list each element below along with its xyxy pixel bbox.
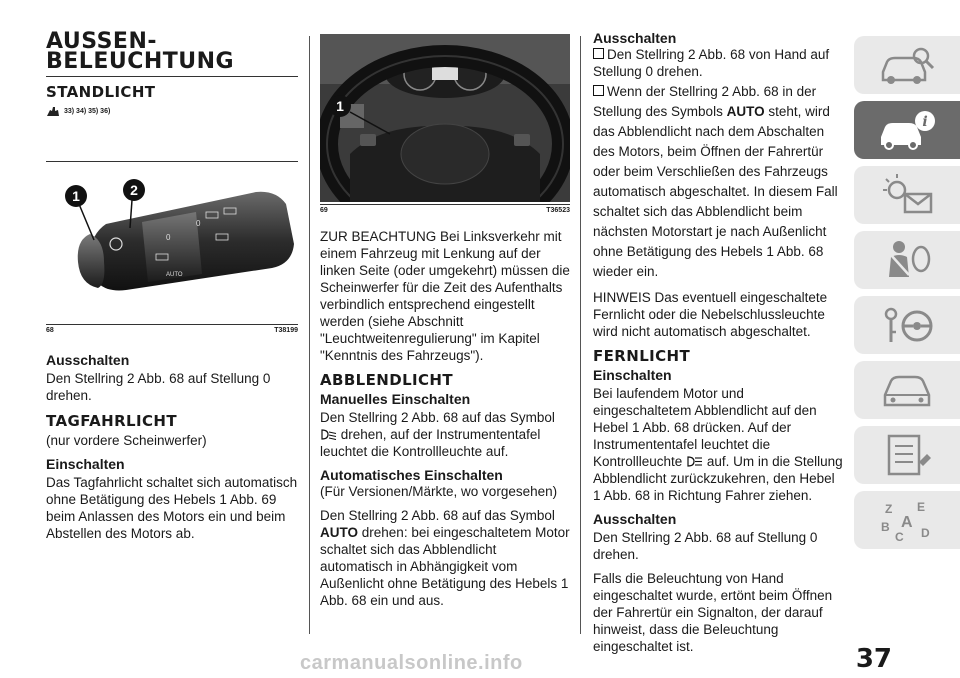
figure-68 [46,164,298,334]
tab-starting-driving[interactable] [854,296,960,354]
index-letters-icon [877,497,937,543]
tab-safety[interactable] [854,231,960,289]
tab-warning-lights[interactable] [854,166,960,224]
svg-text:i: i [922,114,928,130]
figure-68-caption [46,324,298,334]
figure-69 [320,34,570,214]
column-2 [320,0,570,616]
beachtung-text: ZUR BEACHTUNG Bei Linksverkehr mit einem Fahrzeug mit Lenkung auf der linken Seite (oder umgekehrt) müssen die Scheinwerfer für die Zeit des Aufenthalts verbindlich entsprechend eingestellt werden (siehe Abschnitt "Leuchtweitenregulierung" im Kapitel "Kenntnis des Fahrzeugs"). [320,229,570,363]
light-switch-stalk-image [46,164,298,322]
tab-index[interactable] [854,491,960,549]
auto-symbol-label: AUTO [726,104,765,119]
section-title-line1: AUSSEN- [46,29,157,54]
column-divider-2 [580,36,581,634]
fernlicht-heading: FERNLICHT [593,347,691,365]
svg-text:0: 0 [166,233,171,242]
checkbox-bullet-icon [593,85,604,96]
low-beam-icon [320,429,337,440]
title-rule [46,76,298,77]
svg-text:B: B [881,520,890,534]
watermark: carmanualsonline.info [300,652,523,674]
bullet-item-2: Wenn der Stellring 2 Abb. 68 in der Stellung des Symbols AUTO steht, wird das Abblendlicht nach dem Abschalten des Motors, beim Öffnen der Fahrertür oder beim Verschließen des Fahrzeugs automatisch abgeschaltet. In diesem Fall schaltet sich das Abblendlicht beim nächsten Motorstart je nach Außenlicht ohne Betätigung des Hebels 1 Abb. 68 wieder ein. [593,84,838,279]
tab-car-search[interactable] [854,36,960,94]
tagfahrlicht-subtitle: (nur vordere Scheinwerfer) [46,433,207,448]
svg-text:D: D [921,526,930,540]
figure-number: 69 [320,207,328,214]
warning-light-envelope-icon [877,172,937,218]
standlicht-heading: STANDLICHT [46,83,156,101]
bullet-item-1: Den Stellring 2 Abb. 68 von Hand auf Stellung 0 drehen. [593,47,830,79]
ausschalten-heading-2: Ausschalten [593,511,677,527]
manuell-heading: Manuelles Einschalten [320,391,471,407]
einschalten-heading: Einschalten [46,456,125,472]
automatisch-subtitle: (Für Versionen/Märkte, wo vorgesehen) [320,484,558,499]
warning-numbers: 33) 34) 35) 36) [64,107,111,115]
figure-code: T36523 [546,207,570,214]
tab-car-info[interactable] [854,101,960,159]
tab-maintenance[interactable] [854,426,960,484]
section-title-line2: BELEUCHTUNG [46,49,235,74]
svg-text:C: C [895,530,904,543]
figure-code: T38199 [274,327,298,334]
einschalten-text: Das Tagfahrlicht schaltet sich automatisch ohne Betätigung des Hebels 1 Abb. 69 beim Anlassen des Motors ein und beim Abstellen des Motors ab. [46,475,298,541]
signalton-text: Falls die Beleuchtung von Hand eingeschaltet wurde, ertönt beim Öffnen der Fahrertür ein Signalton, der darauf hinweist, dass die Beleuchtung eingeschaltet ist. [593,571,833,654]
tagfahrlicht-heading: TAGFAHRLICHT [46,412,177,430]
automatisch-text: Den Stellring 2 Abb. 68 auf das Symbol AUTO drehen: bei eingeschaltetem Motor schaltet sich das Abblendlicht automatisch in Abhängigkeit vom Außenlicht ohne Betätigung des Hebels 1 Abb. 68 ein und aus. [320,508,570,608]
hand-warning-icon [46,105,60,117]
callout-1: 1 [72,188,80,204]
figure-69-caption [320,204,570,214]
section-title [46,29,298,74]
figure-number: 68 [46,327,54,334]
tab-emergency[interactable] [854,361,960,419]
seatbelt-airbag-icon [877,237,937,283]
car-front-icon [877,367,937,413]
abblendlicht-heading: ABBLENDLICHT [320,371,454,389]
service-checklist-icon [877,432,937,478]
svg-text:E: E [917,500,926,514]
chapter-tabs [854,36,960,556]
auto-marking: AUTO [166,272,183,278]
high-beam-icon [686,456,703,467]
svg-text:Z: Z [885,502,893,516]
car-search-icon [877,42,937,88]
svg-text:0: 0 [196,219,201,228]
steering-wheel-image [320,34,570,202]
einschalten-heading: Einschalten [593,367,672,383]
column-3 [593,0,843,662]
callout-2: 2 [130,182,138,198]
car-info-icon [877,107,937,153]
auto-symbol-label: AUTO [320,525,359,540]
ausschalten-heading: Ausschalten [593,30,677,46]
ausschalten-text: Den Stellring 2 Abb. 68 auf Stellung 0 drehen. [46,371,271,403]
page-number: 37 [855,644,892,674]
figure-top-rule [46,161,298,162]
manuell-text: Den Stellring 2 Abb. 68 auf das Symbol drehen, auf der Instrumententafel leuchtet die Kontrollleuchte auf. [320,410,555,459]
hinweis-text: HINWEIS Das eventuell eingeschaltete Fernlicht oder die Nebelschlussleuchte wird nicht automatisch abgeschaltet. [593,290,828,339]
checkbox-bullet-icon [593,48,604,59]
ausschalten-text-2: Den Stellring 2 Abb. 68 auf Stellung 0 drehen. [593,530,818,562]
warning-references [46,105,298,117]
automatisch-heading: Automatisches Einschalten [320,467,503,483]
svg-text:A: A [901,514,913,531]
column-1 [46,0,298,549]
column-divider-1 [309,36,310,634]
fernlicht-einschalten-text: Bei laufendem Motor und eingeschaltetem Abblendlicht auf den Hebel 1 Abb. 68 drücken. Auf der Instrumententafel leuchtet die Kontrollleuchte auf. Um in die Stellung Abblendlicht zurückzukehren, den Hebel 1 Abb. 68 in Richtung Fahrer ziehen. [593,386,843,503]
key-steering-wheel-icon [877,302,937,348]
ausschalten-heading: Ausschalten [46,352,130,368]
callout-1: 1 [336,98,344,114]
